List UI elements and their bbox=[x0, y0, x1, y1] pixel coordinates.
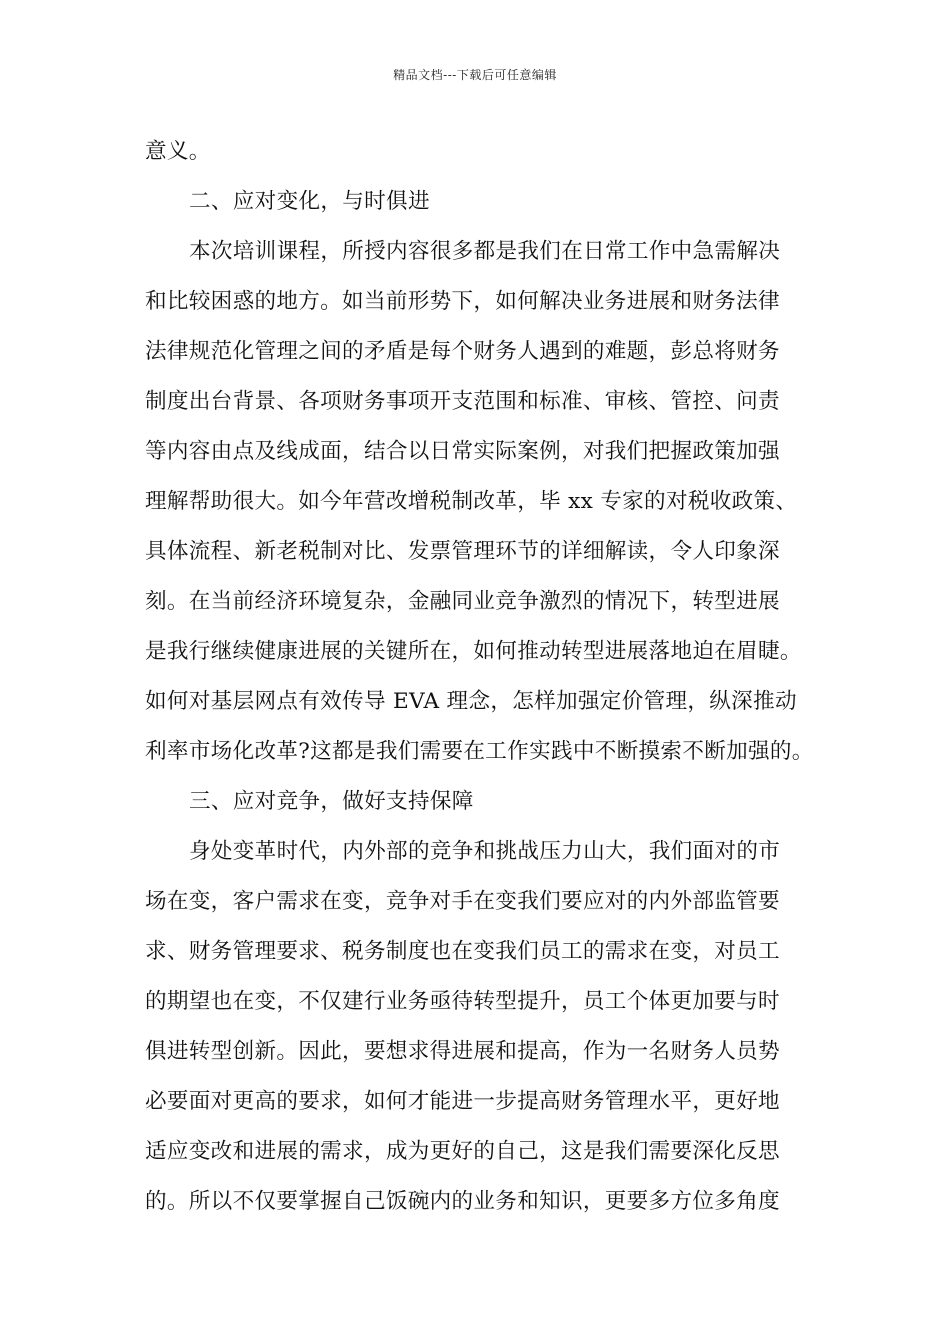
section-heading: 二、应对变化，与时俱进 bbox=[189, 189, 430, 214]
text-line: 身处变革时代，内外部的竞争和挑战压力山大，我们面对的市 bbox=[189, 839, 781, 864]
section-heading: 三、应对竞争，做好支持保障 bbox=[189, 789, 474, 814]
text-line: 场在变，客户需求在变，竞争对手在变我们要应对的内外部监管要 bbox=[145, 889, 780, 914]
page-header: 精品文档---下载后可任意编辑 bbox=[393, 68, 557, 82]
text-line: 利率市场化改革?这都是我们需要在工作实践中不断摸索不断加强的。 bbox=[145, 739, 814, 764]
text-line: 刻。在当前经济环境复杂，金融同业竞争激烈的情况下，转型进展 bbox=[145, 589, 780, 614]
text-line: 制度出台背景、各项财务事项开支范围和标准、审核、管控、问责 bbox=[145, 389, 780, 414]
text-line: 法律规范化管理之间的矛盾是每个财务人遇到的难题，彭总将财务 bbox=[145, 339, 780, 364]
text-line: 如何对基层网点有效传导 EVA 理念，怎样加强定价管理，纵深推动 bbox=[145, 689, 797, 714]
text-line: 适应变改和进展的需求，成为更好的自己，这是我们需要深化反思 bbox=[145, 1139, 780, 1164]
text-line: 本次培训课程，所授内容很多都是我们在日常工作中急需解决 bbox=[189, 239, 781, 264]
text-line: 和比较困惑的地方。如当前形势下，如何解决业务进展和财务法律 bbox=[145, 289, 780, 314]
text-line: 等内容由点及线成面，结合以日常实际案例，对我们把握政策加强 bbox=[145, 439, 780, 464]
text-line: 的期望也在变，不仅建行业务亟待转型提升，员工个体更加要与时 bbox=[145, 989, 780, 1014]
text-line: 理解帮助很大。如今年营改增税制改革，毕 xx 专家的对税收政策、 bbox=[145, 489, 798, 514]
text-line: 意义。 bbox=[145, 139, 211, 164]
text-line: 求、财务管理要求、税务制度也在变我们员工的需求在变，对员工 bbox=[145, 939, 780, 964]
text-line: 必要面对更高的要求，如何才能进一步提高财务管理水平，更好地 bbox=[145, 1089, 780, 1114]
document-body bbox=[145, 127, 814, 1227]
text-line: 俱进转型创新。因此，要想求得进展和提高，作为一名财务人员势 bbox=[145, 1039, 780, 1064]
text-line: 是我行继续健康进展的关键所在，如何推动转型进展落地迫在眉睫。 bbox=[145, 639, 802, 664]
text-line: 具体流程、新老税制对比、发票管理环节的详细解读，令人印象深 bbox=[145, 539, 780, 564]
text-line: 的。所以不仅要掌握自己饭碗内的业务和知识，更要多方位多角度 bbox=[145, 1189, 780, 1214]
